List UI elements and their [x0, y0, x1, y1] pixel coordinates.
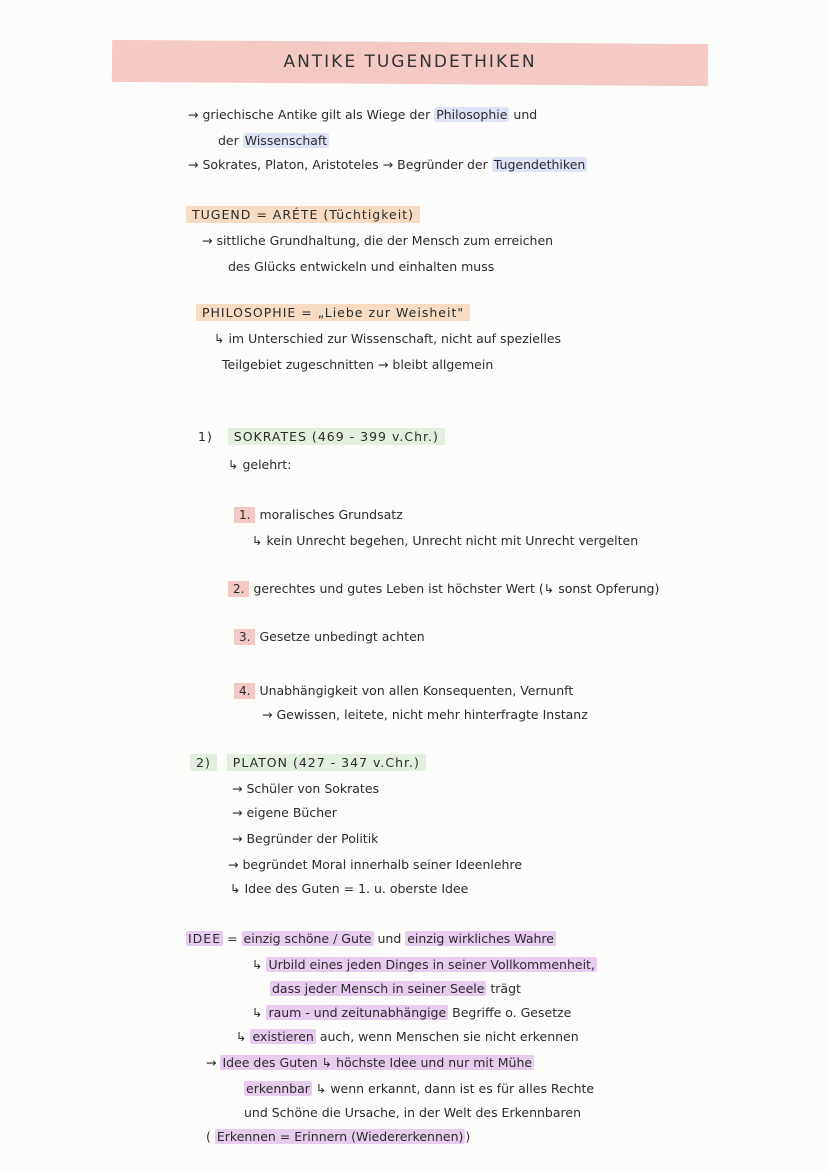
platon-item-2: → eigene Bücher — [232, 805, 337, 820]
point-number-2: 2. — [228, 581, 249, 597]
idee-line-8 — [206, 1128, 470, 1146]
idee-line-3-pre: ↳ — [252, 1005, 267, 1020]
idee-def-1: einzig schöne / Gute — [243, 931, 372, 946]
idee-line-5-pre: → — [206, 1055, 221, 1070]
idee-line-6-hl: erkennbar — [246, 1081, 310, 1096]
idee-line-5-hl: Idee des Guten ↳ höchste Idee und nur mit Mühe — [222, 1055, 533, 1070]
idee-label: IDEE — [188, 931, 222, 946]
sokrates-point-1 — [234, 506, 403, 524]
point-text-1: moralisches Grundsatz — [259, 507, 403, 522]
platon-heading-text: PLATON (427 - 347 v.Chr.) — [227, 754, 426, 771]
sokrates-point-2 — [228, 580, 659, 598]
tugend-heading-text: TUGEND = ARÉTE (Tüchtigkeit) — [186, 206, 420, 223]
sokrates-number: 1) — [198, 429, 213, 444]
platon-item-4: → begründet Moral innerhalb seiner Ideenlehre — [228, 857, 523, 872]
idee-line-1-hl: Urbild eines jeden Dinges in seiner Vollkommenheit, — [268, 957, 595, 972]
platon-item-5: ↳ Idee des Guten = 1. u. oberste Idee — [230, 881, 469, 896]
page-title: ANTIKE TUGENDETHIKEN — [283, 52, 537, 72]
sokrates-point-3 — [234, 628, 425, 646]
philosophie-highlight: Philosophie — [436, 107, 508, 122]
intro-line-2-prefix: der — [218, 133, 243, 148]
idee-line-4-pre: ↳ — [236, 1029, 251, 1044]
idee-line-2-hl: dass jeder Mensch in seiner Seele — [272, 981, 485, 996]
wissenschaft-highlight: Wissenschaft — [244, 133, 327, 148]
idee-line-4-hl: existieren — [252, 1029, 314, 1044]
intro-line-3 — [188, 156, 587, 174]
point-number-3: 3. — [234, 629, 255, 645]
idee-line-4-post: auch, wenn Menschen sie nicht erkennen — [315, 1029, 579, 1044]
philosophie-line-2: Teilgebiet zugeschnitten → bleibt allgemein — [222, 357, 494, 372]
sokrates-heading-text: SOKRATES (469 - 399 v.Chr.) — [228, 428, 445, 445]
idee-line-3-post: Begriffe o. Gesetze — [448, 1005, 572, 1020]
tugendethiken-highlight: Tugendethiken — [493, 157, 586, 172]
idee-line-2 — [270, 980, 521, 998]
idee-line-8-pre: ( — [206, 1129, 215, 1144]
tugend-line-1: → sittliche Grundhaltung, die der Mensch zum erreichen — [202, 233, 554, 248]
idee-line-2-post: trägt — [486, 981, 521, 996]
philosophie-line-1: ↳ im Unterschied zur Wissenschaft, nicht auf spezielles — [214, 331, 562, 346]
idee-line-7-post: und Schöne die Ursache, in der Welt des Erkennbaren — [244, 1105, 581, 1120]
idee-line-6-post: ↳ wenn erkannt, dann ist es für alles Rechte — [311, 1081, 595, 1096]
idee-def-2: einzig wirkliches Wahre — [407, 931, 554, 946]
point-number-4: 4. — [234, 683, 255, 699]
philosophie-heading — [196, 304, 470, 322]
sokrates-heading — [198, 428, 445, 446]
platon-number: 2) — [190, 754, 217, 771]
point-text-3: Gesetze unbedingt achten — [259, 629, 425, 644]
idee-line-8-post: ) — [465, 1129, 471, 1144]
point-text-4: Unabhängigkeit von allen Konsequenten, Vernunft — [259, 683, 574, 698]
idee-line-8-hl: Erkennen = Erinnern (Wiedererkennen) — [216, 1129, 464, 1144]
intro-line-2 — [218, 132, 329, 150]
intro-line-1-suffix: und — [509, 107, 538, 122]
idee-line-5 — [206, 1054, 534, 1072]
platon-item-1: → Schüler von Sokrates — [232, 781, 380, 796]
idee-line-6 — [244, 1080, 594, 1098]
idee-line-1-pre: ↳ — [252, 957, 267, 972]
idee-line-3-hl: raum - und zeitunabhängige — [268, 1005, 447, 1020]
intro-line-1 — [188, 106, 537, 124]
idee-line-3 — [252, 1004, 571, 1022]
idee-line-1 — [252, 956, 597, 974]
idee-equals: = — [223, 931, 242, 946]
sokrates-point-1-sub: ↳ kein Unrecht begehen, Unrecht nicht mit Unrecht vergelten — [252, 533, 639, 548]
point-text-2: gerechtes und gutes Leben ist höchster Wert (↳ sonst Opferung) — [253, 581, 660, 596]
intro-line-1-prefix: → griechische Antike gilt als Wiege der — [188, 107, 435, 122]
philosophie-heading-text: PHILOSOPHIE = „Liebe zur Weisheit" — [196, 304, 470, 321]
idee-line-4 — [236, 1028, 579, 1046]
platon-heading — [190, 754, 426, 772]
idee-definition — [186, 930, 556, 948]
platon-item-3: → Begründer der Politik — [232, 831, 379, 846]
tugend-line-2: des Glücks entwickeln und einhalten muss — [228, 259, 495, 274]
idee-def-mid: und — [373, 931, 406, 946]
point-number-1: 1. — [234, 507, 255, 523]
idee-line-7 — [244, 1104, 581, 1122]
sokrates-point-4 — [234, 682, 573, 700]
sokrates-point-4-sub: → Gewissen, leitete, nicht mehr hinterfragte Instanz — [262, 707, 588, 722]
tugend-heading — [186, 206, 420, 224]
intro-line-3-prefix: → Sokrates, Platon, Aristoteles → Begründer der — [188, 157, 492, 172]
sokrates-intro: ↳ gelehrt: — [228, 457, 292, 472]
